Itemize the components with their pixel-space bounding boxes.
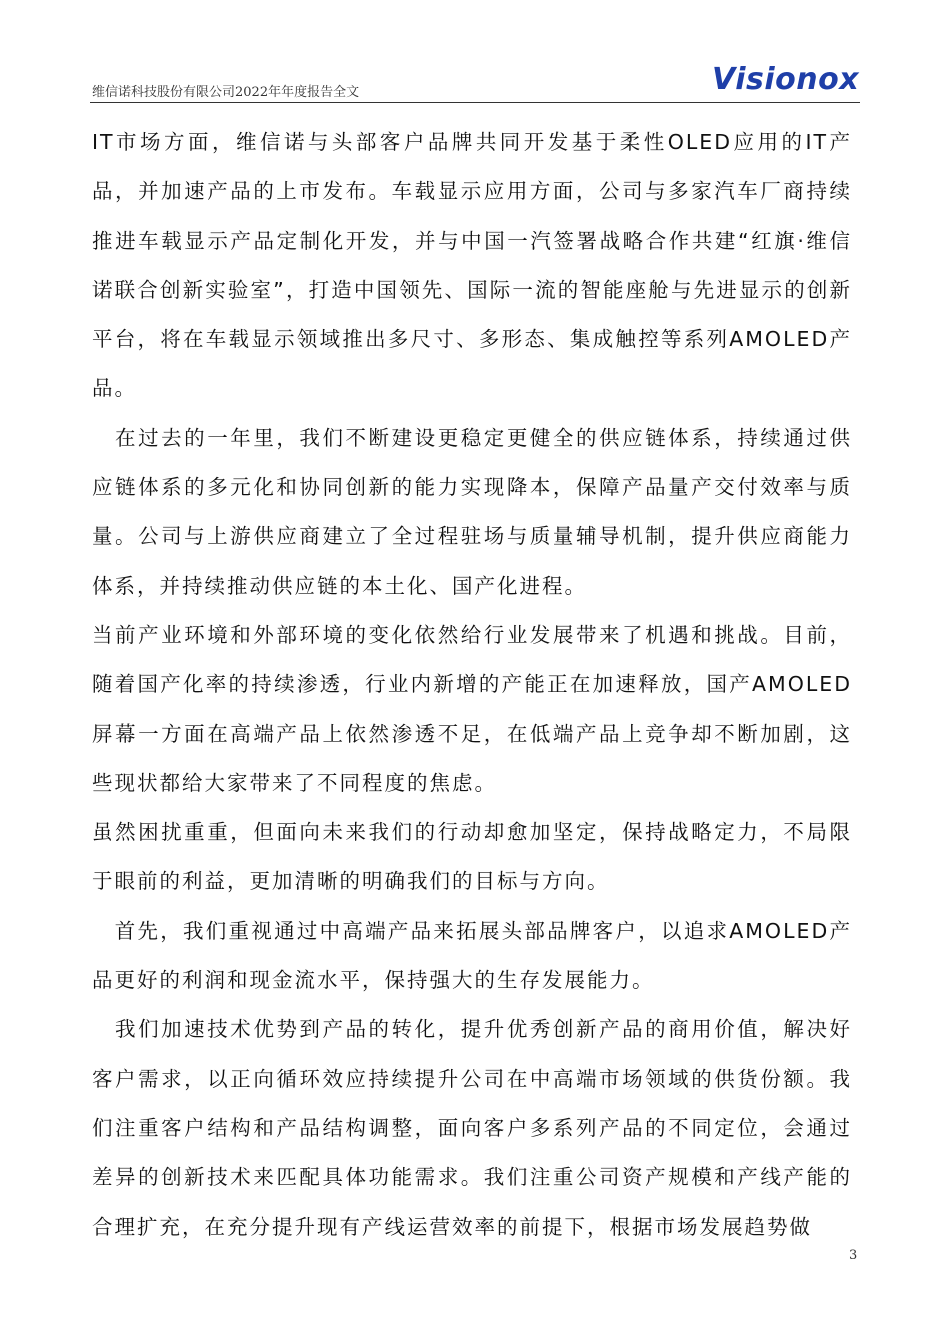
paragraph: 在过去的一年里，我们不断建设更稳定更健全的供应链体系，持续通过供应链体系的多元化和协同创新的能力实现降本，保障产品量产交付效率与质量。公司与上游供应商建立了全过程驻场与质量辅导机制，提升供应商能力体系，并持续推动供应链的本土化、国产化进程。 (92, 425, 852, 598)
paragraph: 当前产业环境和外部环境的变化依然给行业发展带来了机遇和挑战。目前，随着国产化率的持续渗透，行业内新增的产能正在加速释放，国产AMOLED屏幕一方面在高端产品上依然渗透不足，在低端产品上竞争却不断加剧，这些现状都给大家带来了不同程度的焦虑。 (92, 622, 852, 795)
paragraph: 我们加速技术优势到产品的转化，提升优秀创新产品的商用价值，解决好客户需求，以正向循环效应持续提升公司在中高端市场领域的供货份额。我们注重客户结构和产品结构调整，面向客户多系列产品的不同定位，会通过差异的创新技术来匹配具体功能需求。我们注重公司资产规模和产线产能的合理扩充，在充分提升现有产线运营效率的前提下，根据市场发展趋势做 (92, 1017, 852, 1239)
page-number: 3 (849, 1248, 858, 1263)
report-body (92, 118, 852, 1252)
header-title: 维信诺科技股份有限公司2022年年度报告全文 (92, 85, 360, 100)
paragraph: 首先，我们重视通过中高端产品来拓展头部品牌客户，以追求AMOLED产品更好的利润和现金流水平，保持强大的生存发展能力。 (92, 918, 852, 993)
paragraph: IT市场方面，维信诺与头部客户品牌共同开发基于柔性OLED应用的IT产品，并加速产品的上市发布。车载显示应用方面，公司与多家汽车厂商持续推进车载显示产品定制化开发，并与中国一汽签署战略合作共建“红旗·维信诺联合创新实验室”，打造中国领先、国际一流的智能座舱与先进显示的创新平台，将在车载显示领域推出多尺寸、多形态、集成触控等系列AMOLED产品。 (92, 130, 852, 401)
header-divider (90, 102, 860, 103)
paragraph: 虽然困扰重重，但面向未来我们的行动却愈加坚定，保持战略定力，不局限于眼前的利益，更加清晰的明确我们的目标与方向。 (92, 820, 852, 894)
visionox-logo: Visionox (712, 62, 860, 97)
